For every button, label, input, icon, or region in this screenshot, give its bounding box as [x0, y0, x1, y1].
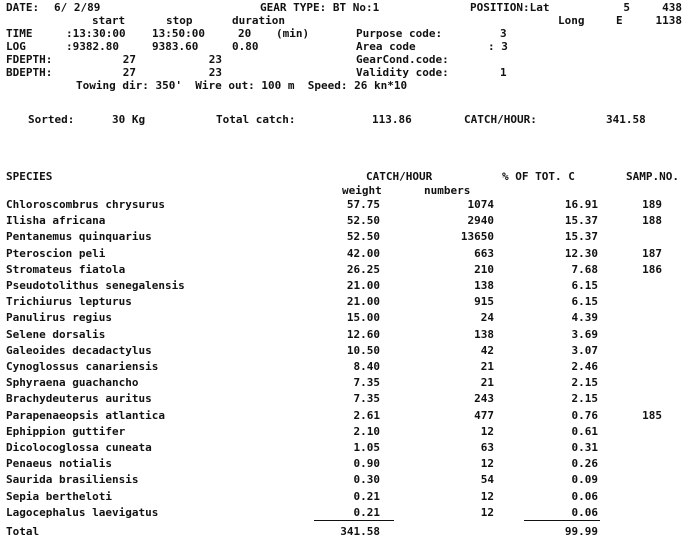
catch-weight: 8.40 [353, 360, 380, 373]
percent-total: 0.09 [571, 473, 598, 486]
catch-weight: 0.90 [353, 457, 380, 470]
percent-total: 15.37 [564, 214, 598, 227]
purpose-value: 3 [500, 27, 507, 40]
species-name: Dicolocoglossa cuneata [6, 441, 152, 454]
species-name: Galeoides decadactylus [6, 344, 152, 357]
purpose-label: Purpose code: [356, 27, 443, 40]
catch-weight: 52.50 [346, 230, 380, 243]
species-name: Pseudotolithus senegalensis [6, 279, 185, 292]
catch-weight: 21.00 [346, 295, 380, 308]
catch-weight: 52.50 [346, 214, 380, 227]
catch-numbers: 54 [480, 473, 494, 486]
percent-total: 15.37 [564, 230, 598, 243]
species-name: Parapenaeopsis atlantica [6, 409, 165, 422]
fdepth-start: 27 [122, 53, 136, 66]
percent-total: 0.26 [571, 457, 598, 470]
percent-total: 2.15 [571, 392, 598, 405]
percent-total: 2.15 [571, 376, 598, 389]
sample-number: 189 [642, 198, 662, 211]
log-start: :9382.80 [66, 40, 119, 53]
catch-weight: 15.00 [346, 311, 380, 324]
sample-number: 187 [642, 247, 662, 260]
position-label: POSITION:Lat [470, 1, 550, 14]
species-name: Stromateus fiatola [6, 263, 126, 276]
col-catch-hour: CATCH/HOUR [366, 170, 433, 183]
time-unit: (min) [276, 27, 310, 40]
catch-weight: 12.60 [346, 328, 380, 341]
catch-weight: 7.35 [353, 392, 380, 405]
duration-label: duration [232, 14, 285, 27]
catch-weight: 7.35 [353, 376, 380, 389]
validity-value: 1 [500, 66, 507, 79]
col-species: SPECIES [6, 170, 53, 183]
catch-hour-label: CATCH/HOUR: [464, 113, 537, 126]
long-hemisphere: E [616, 14, 623, 27]
time-label: TIME [6, 27, 33, 40]
species-name: Selene dorsalis [6, 328, 106, 341]
percent-total: 16.91 [564, 198, 598, 211]
percent-total: 0.31 [571, 441, 598, 454]
percent-total: 0.61 [571, 425, 598, 438]
date-value: 6/ 2/89 [54, 1, 101, 14]
sorted-label: Sorted: [28, 113, 75, 126]
total-weight: 341.58 [340, 525, 380, 538]
species-name: Cynoglossus canariensis [6, 360, 159, 373]
area-label: Area code [356, 40, 416, 53]
bdepth-stop: 23 [208, 66, 222, 79]
catch-numbers: 12 [480, 457, 494, 470]
sorted-value: 30 Kg [112, 113, 146, 126]
species-name: Trichiurus lepturus [6, 295, 132, 308]
catch-numbers: 12 [480, 425, 494, 438]
stop-label: stop [166, 14, 193, 27]
fdepth-label: FDEPTH: [6, 53, 53, 66]
catch-hour-value: 341.58 [606, 113, 646, 126]
catch-numbers: 477 [474, 409, 494, 422]
catch-numbers: 13650 [460, 230, 494, 243]
species-name: Lagocephalus laevigatus [6, 506, 159, 519]
species-name: Penaeus notialis [6, 457, 112, 470]
species-name: Ilisha africana [6, 214, 106, 227]
sub-numbers: numbers [424, 184, 471, 197]
species-name: Brachydeuterus auritus [6, 392, 152, 405]
species-name: Chloroscombrus chrysurus [6, 198, 165, 211]
percent-total: 0.06 [571, 490, 598, 503]
sample-number: 188 [642, 214, 662, 227]
catch-weight: 1.05 [353, 441, 380, 454]
catch-numbers: 210 [474, 263, 494, 276]
catch-weight: 42.00 [346, 247, 380, 260]
start-label: start [92, 14, 126, 27]
species-name: Pentanemus quinquarius [6, 230, 152, 243]
catch-weight: 2.61 [353, 409, 380, 422]
percent-total: 0.06 [571, 506, 598, 519]
total-catch-label: Total catch: [216, 113, 296, 126]
catch-numbers: 21 [480, 360, 494, 373]
towing-line: Towing dir: 350' Wire out: 100 m Speed: 26 kn*10 [76, 79, 408, 92]
sub-weight: weight [342, 184, 382, 197]
catch-numbers: 42 [480, 344, 494, 357]
species-name: Sphyraena guachancho [6, 376, 139, 389]
time-stop: 13:50:00 [152, 27, 205, 40]
log-label: LOG [6, 40, 26, 53]
time-start: :13:30:00 [66, 27, 126, 40]
catch-numbers: 1074 [467, 198, 494, 211]
col-sample-number: SAMP.NO. [626, 170, 679, 183]
species-name: Pteroscion peli [6, 247, 106, 260]
catch-numbers: 63 [480, 441, 494, 454]
catch-numbers: 24 [480, 311, 494, 324]
bdepth-label: BDEPTH: [6, 66, 53, 79]
species-name: Saurida brasiliensis [6, 473, 139, 486]
catch-weight: 0.30 [353, 473, 380, 486]
catch-numbers: 12 [480, 490, 494, 503]
catch-numbers: 915 [474, 295, 494, 308]
lat-minutes: 438 [662, 1, 682, 14]
total-percent-rule [524, 520, 600, 521]
percent-total: 6.15 [571, 279, 598, 292]
catch-numbers: 138 [474, 328, 494, 341]
percent-total: 3.07 [571, 344, 598, 357]
percent-total: 12.30 [564, 247, 598, 260]
total-catch-value: 113.86 [372, 113, 412, 126]
col-percent-total: % OF TOT. C [502, 170, 575, 183]
catch-numbers: 138 [474, 279, 494, 292]
percent-total: 0.76 [571, 409, 598, 422]
catch-numbers: 663 [474, 247, 494, 260]
catch-numbers: 2940 [467, 214, 494, 227]
log-stop: 9383.60 [152, 40, 199, 53]
catch-weight: 2.10 [353, 425, 380, 438]
fdepth-stop: 23 [208, 53, 222, 66]
catch-weight: 0.21 [353, 490, 380, 503]
time-duration: 20 [238, 27, 252, 40]
catch-weight: 0.21 [353, 506, 380, 519]
area-value: : 3 [488, 40, 508, 53]
catch-weight: 21.00 [346, 279, 380, 292]
validity-label: Validity code: [356, 66, 449, 79]
percent-total: 7.68 [571, 263, 598, 276]
catch-numbers: 243 [474, 392, 494, 405]
bdepth-start: 27 [122, 66, 136, 79]
gear-type: GEAR TYPE: BT No:1 [260, 1, 380, 14]
species-name: Panulirus regius [6, 311, 112, 324]
percent-total: 3.69 [571, 328, 598, 341]
percent-total: 6.15 [571, 295, 598, 308]
total-percent: 99.99 [564, 525, 598, 538]
lat-degrees: 5 [623, 1, 630, 14]
total-weight-rule [314, 520, 394, 521]
long-minutes: 1138 [655, 14, 682, 27]
sample-number: 185 [642, 409, 662, 422]
sample-number: 186 [642, 263, 662, 276]
catch-weight: 26.25 [346, 263, 380, 276]
species-name: Ephippion guttifer [6, 425, 126, 438]
species-name: Sepia bertheloti [6, 490, 112, 503]
total-label: Total [6, 525, 40, 538]
percent-total: 4.39 [571, 311, 598, 324]
date-label: DATE: [6, 1, 40, 14]
catch-numbers: 12 [480, 506, 494, 519]
catch-weight: 10.50 [346, 344, 380, 357]
catch-numbers: 21 [480, 376, 494, 389]
percent-total: 2.46 [571, 360, 598, 373]
long-label: Long [558, 14, 585, 27]
catch-weight: 57.75 [346, 198, 380, 211]
log-difference: 0.80 [232, 40, 259, 53]
gearcond-label: GearCond.code: [356, 53, 449, 66]
